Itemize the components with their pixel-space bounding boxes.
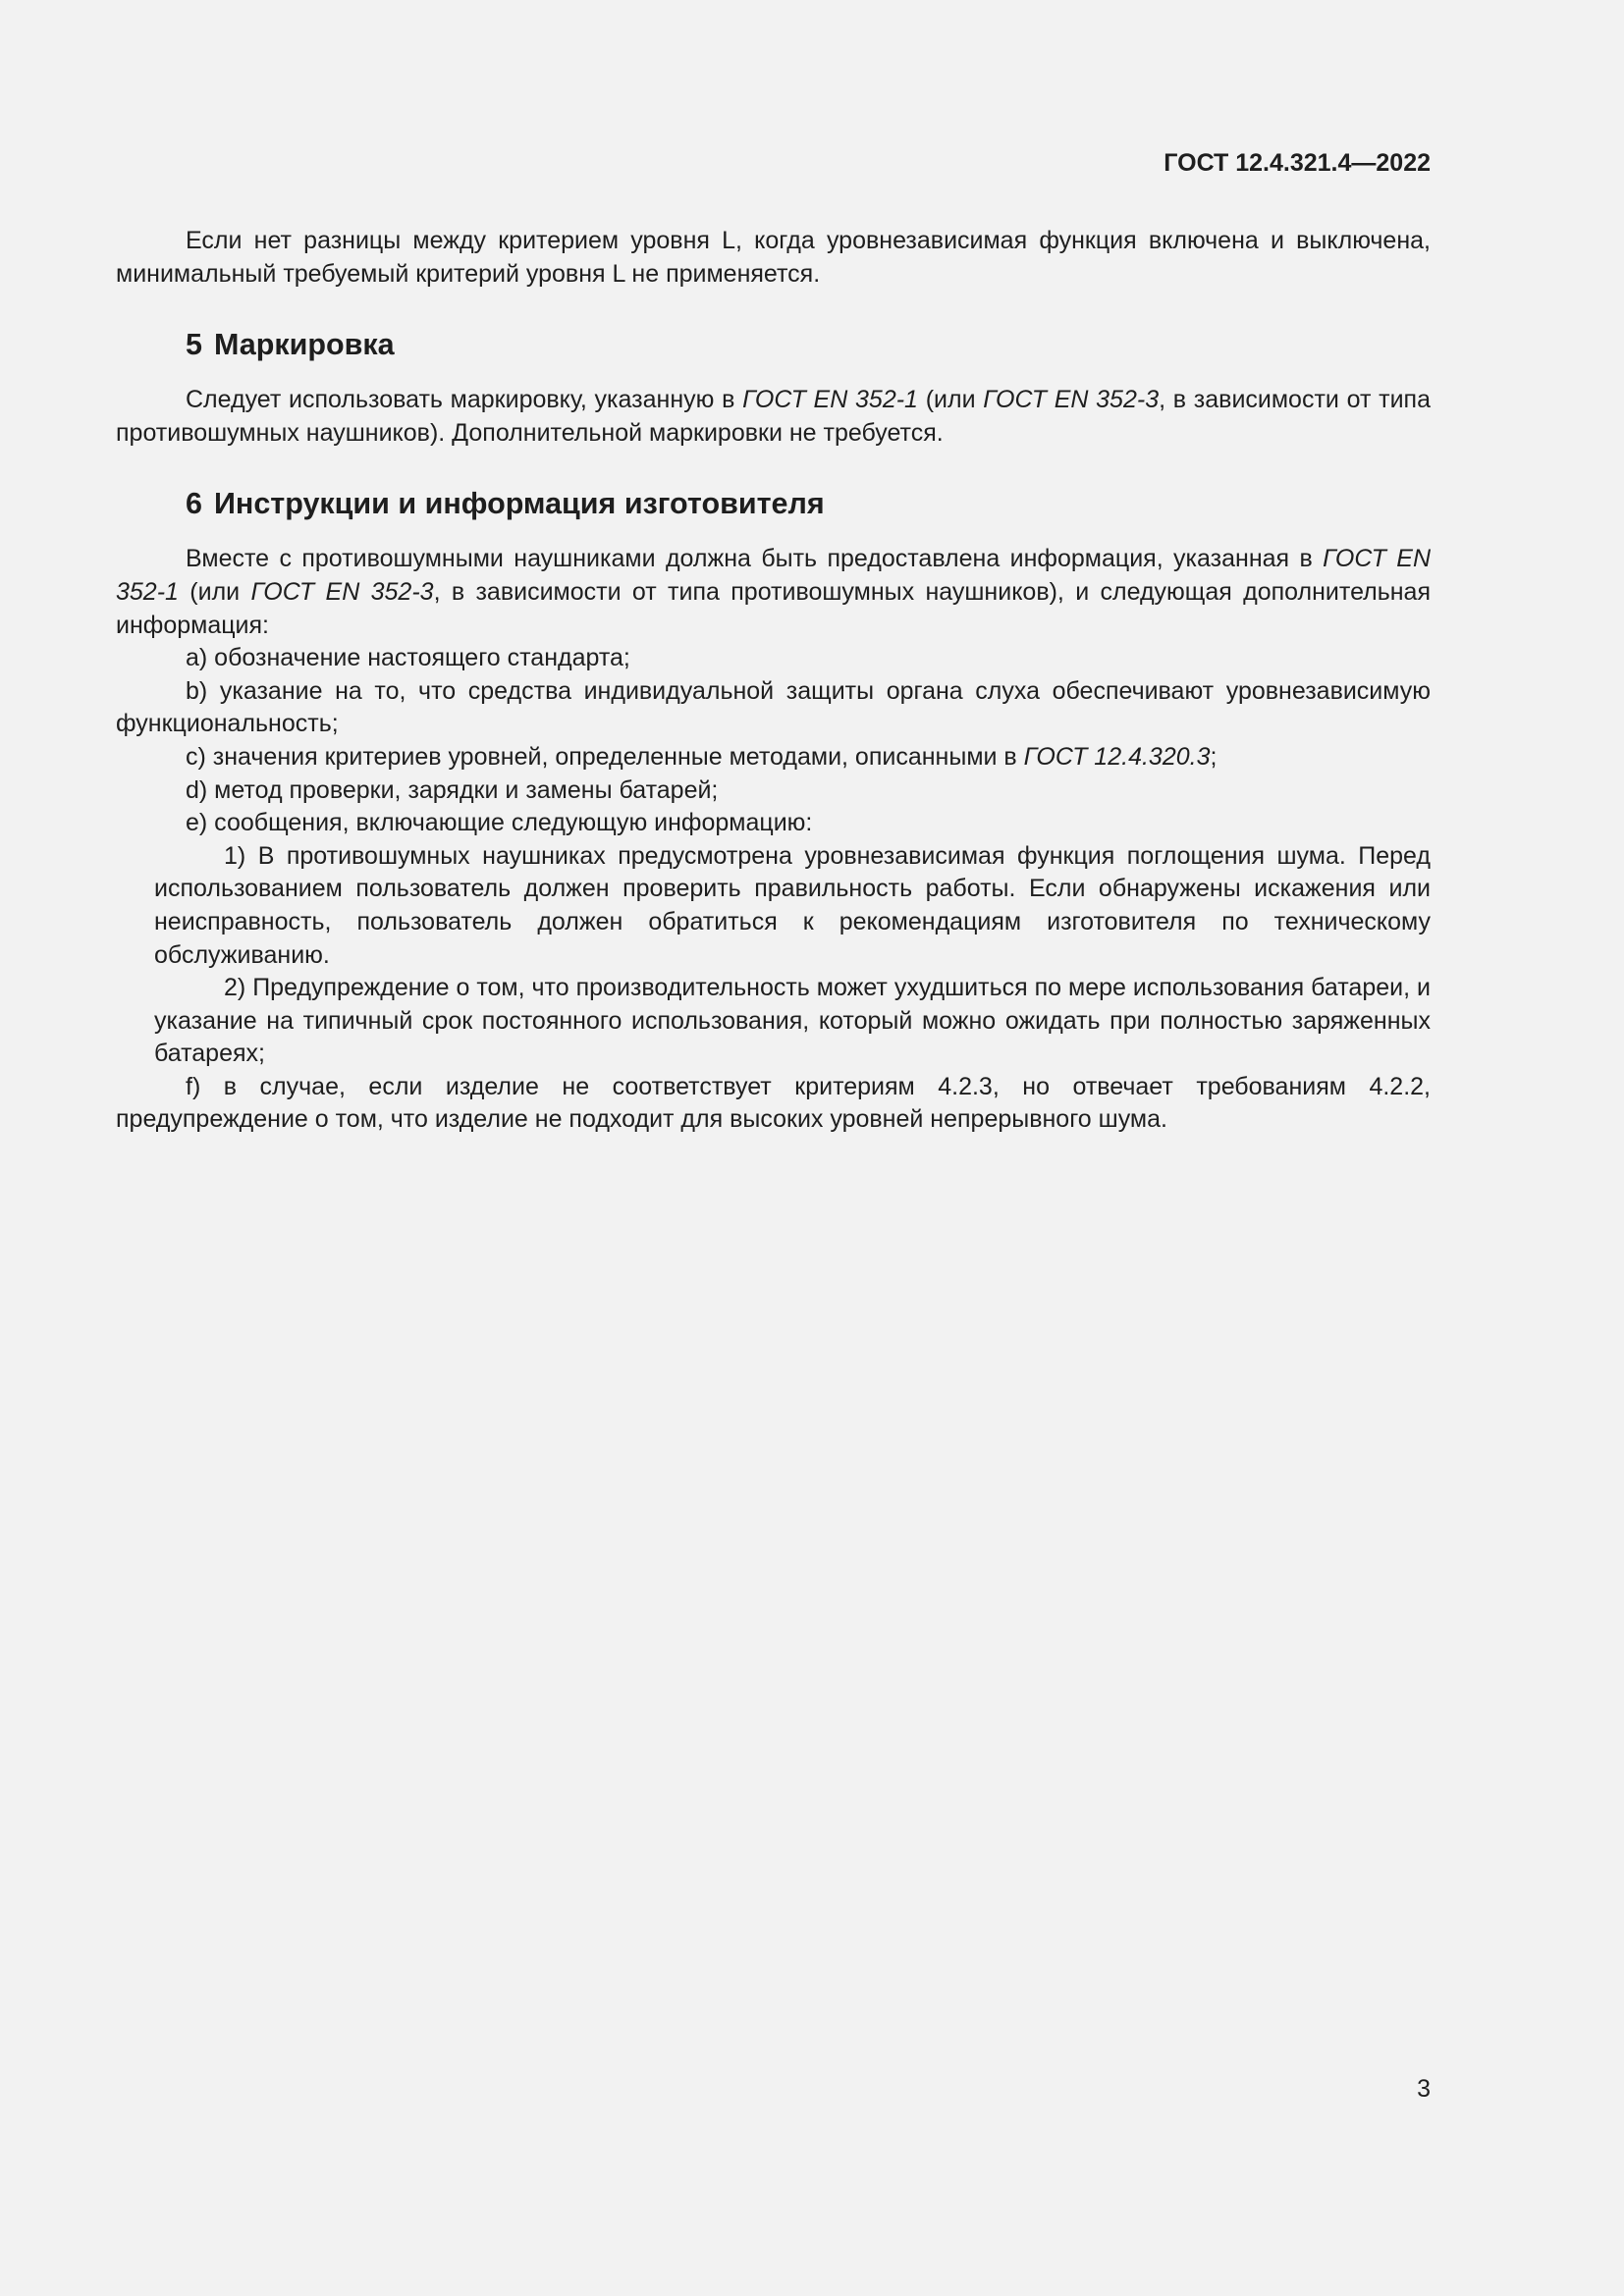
list-item-e-1: 1) В противошумных наушниках предусмотрена уровнезависимая функция поглощения шума. Перед использованием пользователь должен проверить правильность работы. Если обнаружены искажения или неисправность, пользователь должен обратиться к рекомендациям изготовителя по техническому обслуживанию. xyxy=(154,841,1431,969)
section-5-text-2: (или xyxy=(917,386,984,414)
section-6-intro-text-3: , в зависимости от типа противошумных наушников), и следующая дополнительная информация: xyxy=(116,577,1431,639)
section-5-text-1: Следует использовать маркировку, указанную в xyxy=(186,386,743,414)
list-item-c xyxy=(116,741,1431,774)
list-item-b: b) указание на то, что средства индивидуальной защиты органа слуха обеспечивают уровнезависимую функциональность; xyxy=(116,676,1431,738)
list-item-c-end: ; xyxy=(1210,742,1218,771)
section-5-ref-1: ГОСТ EN 352-1 xyxy=(742,386,918,414)
section-6-intro-text-2: (или xyxy=(178,577,251,606)
document-page xyxy=(116,0,1431,2296)
list-item-e: e) сообщения, включающие следующую информацию: xyxy=(186,809,813,837)
section-5-paragraph xyxy=(116,384,1431,450)
section-6-intro-paragraph xyxy=(116,543,1431,642)
section-6-title: Инструкции и информация изготовителя xyxy=(213,487,825,521)
list-item-d: d) метод проверки, зарядки и замены батарей; xyxy=(186,775,719,804)
section-5-title: Маркировка xyxy=(213,328,395,362)
list-item-e-2: 2) Предупреждение о том, что производительность может ухудшиться по мере использования батареи, и указание на типичный срок постоянного использования, который можно ожидать при полностью заряженных батареях; xyxy=(154,974,1431,1068)
list-item-f: f) в случае, если изделие не соответствует критериям 4.2.3, но отвечает требованиям 4.2.2, предупреждение о том, что изделие не подходит для высоких уровней непрерывного шума. xyxy=(116,1072,1431,1134)
section-6-number: 6 xyxy=(186,487,202,521)
section-6-intro-ref-2: ГОСТ EN 352-3 xyxy=(250,577,434,606)
page-number: 3 xyxy=(1417,2075,1431,2103)
list-item-a: a) обозначение настоящего стандарта; xyxy=(186,644,630,672)
document-body xyxy=(116,225,1431,1137)
list-item-c-text: c) значения критериев уровней, определенные методами, описанными в xyxy=(186,742,1024,771)
intro-paragraph: Если нет разницы между критерием уровня L, когда уровнезависимая функция включена и выключена, минимальный требуемый критерий уровня L не применяется. xyxy=(116,227,1431,288)
document-number-header: ГОСТ 12.4.321.4—2022 xyxy=(1164,149,1431,177)
section-5-heading xyxy=(116,326,1431,363)
list-item-c-ref: ГОСТ 12.4.320.3 xyxy=(1023,742,1211,771)
section-6-intro-ref-1: ГОСТ EN 352-1 xyxy=(116,545,1431,606)
section-5-text-3: , в зависимости от типа противошумных наушников). Дополнительной маркировки не требуется. xyxy=(116,386,1431,447)
section-5-number: 5 xyxy=(186,328,202,362)
section-6-heading xyxy=(116,485,1431,522)
section-5-ref-2: ГОСТ EN 352-3 xyxy=(983,386,1160,414)
section-6-intro-text-1: Вместе с противошумными наушниками должна быть предоставлена информация, указанная в xyxy=(186,545,1324,573)
